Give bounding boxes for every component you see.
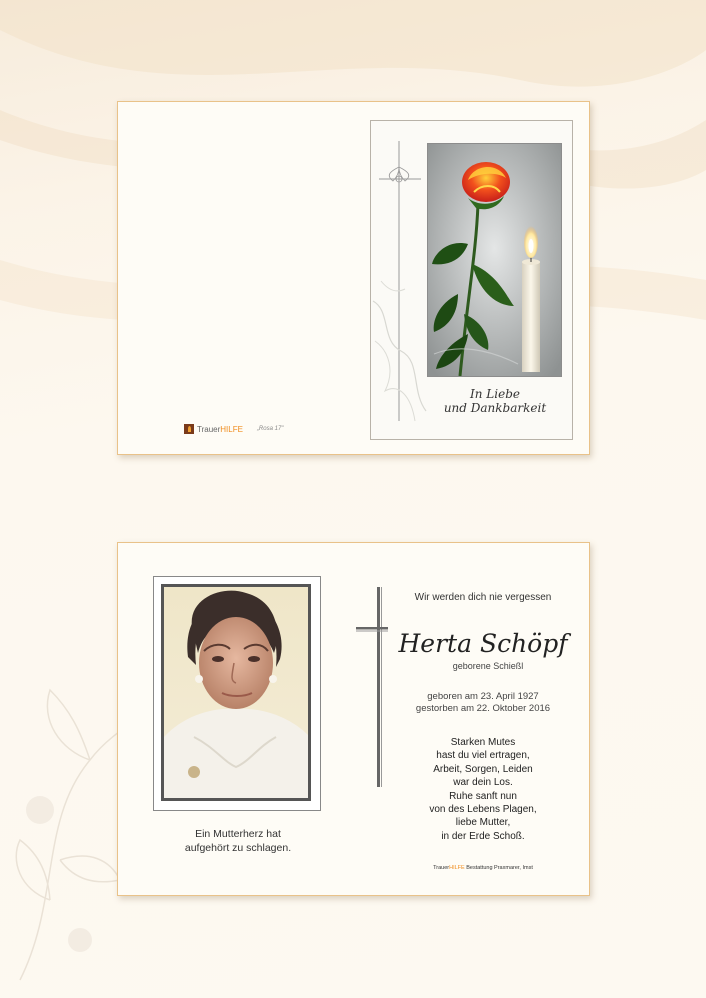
left-caption-line1: Ein Mutterherz hat [195, 828, 281, 840]
front-title-line2: und Dankbarkeit [443, 401, 547, 415]
poem-line: Starken Mutes [450, 737, 516, 748]
footer-funeral-home: Bestattung Praxmarer, Imst [466, 865, 533, 871]
rose-candle-photo [427, 143, 562, 377]
poem-line: Ruhe sanft nun [449, 790, 517, 802]
poem-line: hast du viel ertragen, [436, 750, 530, 762]
poem-line: in der Erde Schoß. [441, 830, 525, 842]
footer-credit [398, 865, 568, 871]
card-inside [117, 542, 590, 896]
cross-icon [356, 587, 388, 787]
footer-brand-hilfe: HILFE [449, 865, 465, 871]
candle-logo-icon [184, 424, 194, 434]
ornament-cross-icon [371, 121, 431, 439]
footer-brand-trauer: Trauer [433, 865, 450, 871]
design-code: „Rosa 17" [256, 426, 284, 432]
left-caption [148, 827, 328, 855]
poem-line: liebe Mutter, [455, 817, 511, 829]
portrait-frame [153, 576, 321, 811]
death-date: gestorben am 22. Oktober 2016 [415, 703, 551, 714]
maiden-name: geborene Schießl [452, 661, 524, 671]
poem-line: von des Lebens Plagen, [429, 804, 537, 816]
poem [398, 736, 568, 843]
birth-date: geboren am 23. April 1927 [427, 691, 539, 702]
trauerhilfe-logo [184, 422, 283, 436]
deceased-name: Herta Schöpf [398, 629, 568, 658]
front-title-line1: In Liebe [470, 387, 520, 401]
logo-word-trauer: Trauer [197, 424, 221, 434]
life-dates [398, 691, 568, 715]
front-title [429, 387, 561, 415]
left-caption-line2: aufgehört zu schlagen. [184, 842, 292, 854]
front-cover-panel [370, 120, 573, 440]
portrait-photo [161, 584, 311, 801]
motto: Wir werden dich nie vergessen [414, 592, 552, 603]
logo-word-hilfe: HILFE [220, 424, 243, 434]
poem-line: Arbeit, Sorgen, Leiden [433, 763, 533, 775]
poem-line: war dein Los. [453, 777, 513, 789]
card-front [117, 101, 590, 455]
